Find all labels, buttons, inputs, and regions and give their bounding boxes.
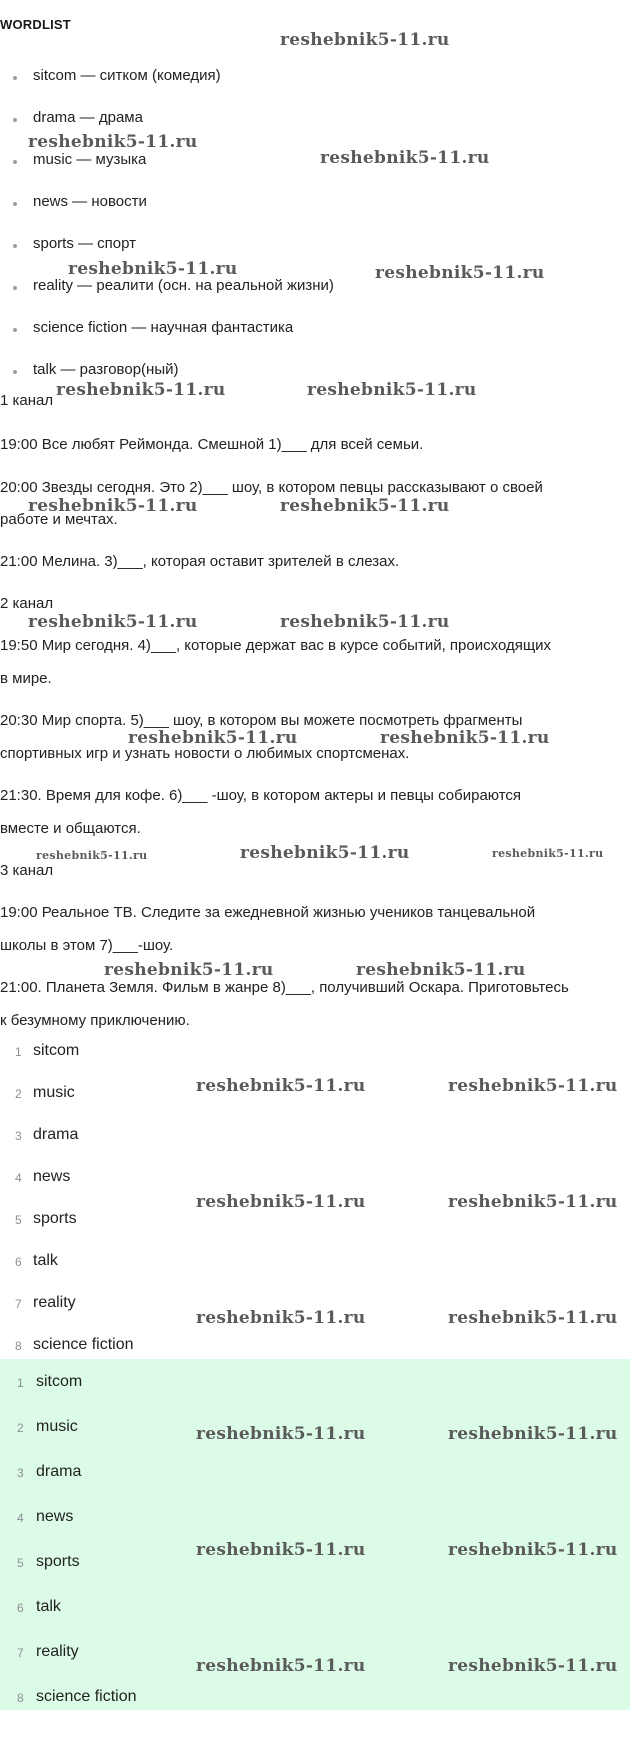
watermark: reshebnik5-11.ru (492, 847, 604, 860)
answer-number: 3 (17, 1466, 24, 1480)
wordlist-heading: WORDLIST (0, 17, 71, 32)
watermark: reshebnik5-11.ru (320, 148, 490, 168)
schedule-line: 21:30. Время для кофе. 6)___ -шоу, в котором актеры и певцы собираются (0, 787, 522, 804)
answer-word: science fiction (36, 1688, 137, 1705)
bullet-icon (13, 328, 17, 332)
answer-number: 4 (17, 1511, 24, 1525)
bullet-icon (13, 244, 17, 248)
answer-number: 4 (15, 1171, 22, 1185)
channel-heading: 1 канал (0, 392, 54, 409)
answer-number: 1 (15, 1045, 22, 1059)
watermark: reshebnik5-11.ru (196, 1656, 366, 1676)
wordlist-item: drama — драма (33, 109, 143, 126)
answer-word: news (36, 1508, 74, 1525)
answer-number: 1 (17, 1376, 24, 1390)
watermark: reshebnik5-11.ru (104, 960, 274, 980)
schedule-line: вместе и общаются. (0, 820, 141, 837)
watermark: reshebnik5-11.ru (36, 849, 148, 862)
schedule-line: работе и мечтах. (0, 511, 118, 528)
watermark: reshebnik5-11.ru (448, 1540, 618, 1560)
watermark: reshebnik5-11.ru (196, 1540, 366, 1560)
watermark: reshebnik5-11.ru (240, 843, 410, 863)
answer-word: science fiction (33, 1336, 134, 1353)
wordlist-item: science fiction — научная фантастика (33, 319, 294, 336)
schedule-line: 20:30 Мир спорта. 5)___ шоу, в котором вы можете посмотреть фрагменты (0, 712, 523, 729)
watermark: reshebnik5-11.ru (280, 30, 450, 50)
answer-word: music (36, 1418, 78, 1435)
answer-number: 6 (15, 1255, 22, 1269)
answer-number: 8 (17, 1691, 24, 1705)
answer-number: 5 (15, 1213, 22, 1227)
answer-number: 5 (17, 1556, 24, 1570)
schedule-line: спортивных игр и узнать новости о любимых спортсменах. (0, 745, 410, 762)
answer-word: reality (33, 1294, 76, 1311)
answer-word: talk (36, 1598, 61, 1615)
answer-number: 8 (15, 1339, 22, 1353)
answer-word: sports (36, 1553, 80, 1570)
schedule-line: 19:00 Все любят Реймонда. Смешной 1)___ для всей семьи. (0, 436, 424, 453)
answer-number: 6 (17, 1601, 24, 1615)
answer-word: sitcom (36, 1373, 83, 1390)
bullet-icon (13, 76, 17, 80)
bullet-icon (13, 118, 17, 122)
wordlist-item: reality — реалити (осн. на реальной жизни) (33, 277, 334, 294)
bullet-icon (13, 370, 17, 374)
watermark: reshebnik5-11.ru (380, 728, 550, 748)
watermark: reshebnik5-11.ru (28, 496, 198, 516)
answer-number: 2 (17, 1421, 24, 1435)
channel-heading: 3 канал (0, 862, 54, 879)
watermark: reshebnik5-11.ru (196, 1076, 366, 1096)
watermark: reshebnik5-11.ru (448, 1076, 618, 1096)
answer-word: drama (36, 1463, 82, 1480)
answer-word: news (33, 1168, 71, 1185)
watermark: reshebnik5-11.ru (28, 132, 198, 152)
schedule-line: школы в этом 7)___-шоу. (0, 937, 174, 954)
schedule-line: к безумному приключению. (0, 1012, 190, 1029)
watermark: reshebnik5-11.ru (128, 728, 298, 748)
watermark: reshebnik5-11.ru (448, 1308, 618, 1328)
wordlist-item: talk — разговор(ный) (33, 361, 179, 378)
watermark: reshebnik5-11.ru (356, 960, 526, 980)
answer-word: sitcom (33, 1042, 80, 1059)
answer-number: 7 (15, 1297, 22, 1311)
answer-number: 3 (15, 1129, 22, 1143)
answer-word: sports (33, 1210, 77, 1227)
bullet-icon (13, 286, 17, 290)
watermark: reshebnik5-11.ru (448, 1656, 618, 1676)
bullet-icon (13, 202, 17, 206)
wordlist-item: sports — спорт (33, 235, 137, 252)
watermark: reshebnik5-11.ru (196, 1192, 366, 1212)
watermark: reshebnik5-11.ru (28, 612, 198, 632)
answer-word: talk (33, 1252, 58, 1269)
wordlist-item: sitcom — ситком (комедия) (33, 67, 221, 84)
schedule-line: 19:00 Реальное ТВ. Следите за ежедневной жизнью учеников танцевальной (0, 904, 536, 921)
answer-word: drama (33, 1126, 79, 1143)
channel-heading: 2 канал (0, 595, 54, 612)
watermark: reshebnik5-11.ru (448, 1192, 618, 1212)
schedule-line: 21:00 Мелина. 3)___, которая оставит зрителей в слезах. (0, 553, 400, 570)
watermark: reshebnik5-11.ru (280, 612, 450, 632)
watermark: reshebnik5-11.ru (56, 380, 226, 400)
wordlist-item: news — новости (33, 193, 147, 210)
schedule-line: в мире. (0, 670, 52, 687)
bullet-icon (13, 160, 17, 164)
answer-word: music (33, 1084, 75, 1101)
watermark: reshebnik5-11.ru (448, 1424, 618, 1444)
answer-number: 7 (17, 1646, 24, 1660)
watermark: reshebnik5-11.ru (280, 496, 450, 516)
answer-word: reality (36, 1643, 79, 1660)
wordlist-item: music — музыка (33, 151, 147, 168)
watermark: reshebnik5-11.ru (68, 259, 238, 279)
watermark: reshebnik5-11.ru (375, 263, 545, 283)
watermark: reshebnik5-11.ru (196, 1308, 366, 1328)
schedule-line: 20:00 Звезды сегодня. Это 2)___ шоу, в котором певцы рассказывают о своей (0, 479, 543, 496)
watermark: reshebnik5-11.ru (196, 1424, 366, 1444)
answer-number: 2 (15, 1087, 22, 1101)
watermark: reshebnik5-11.ru (307, 380, 477, 400)
schedule-line: 19:50 Мир сегодня. 4)___, которые держат вас в курсе событий, происходящих (0, 637, 552, 654)
schedule-line: 21:00. Планета Земля. Фильм в жанре 8)___, получивший Оскара. Приготовьтесь (0, 979, 569, 996)
